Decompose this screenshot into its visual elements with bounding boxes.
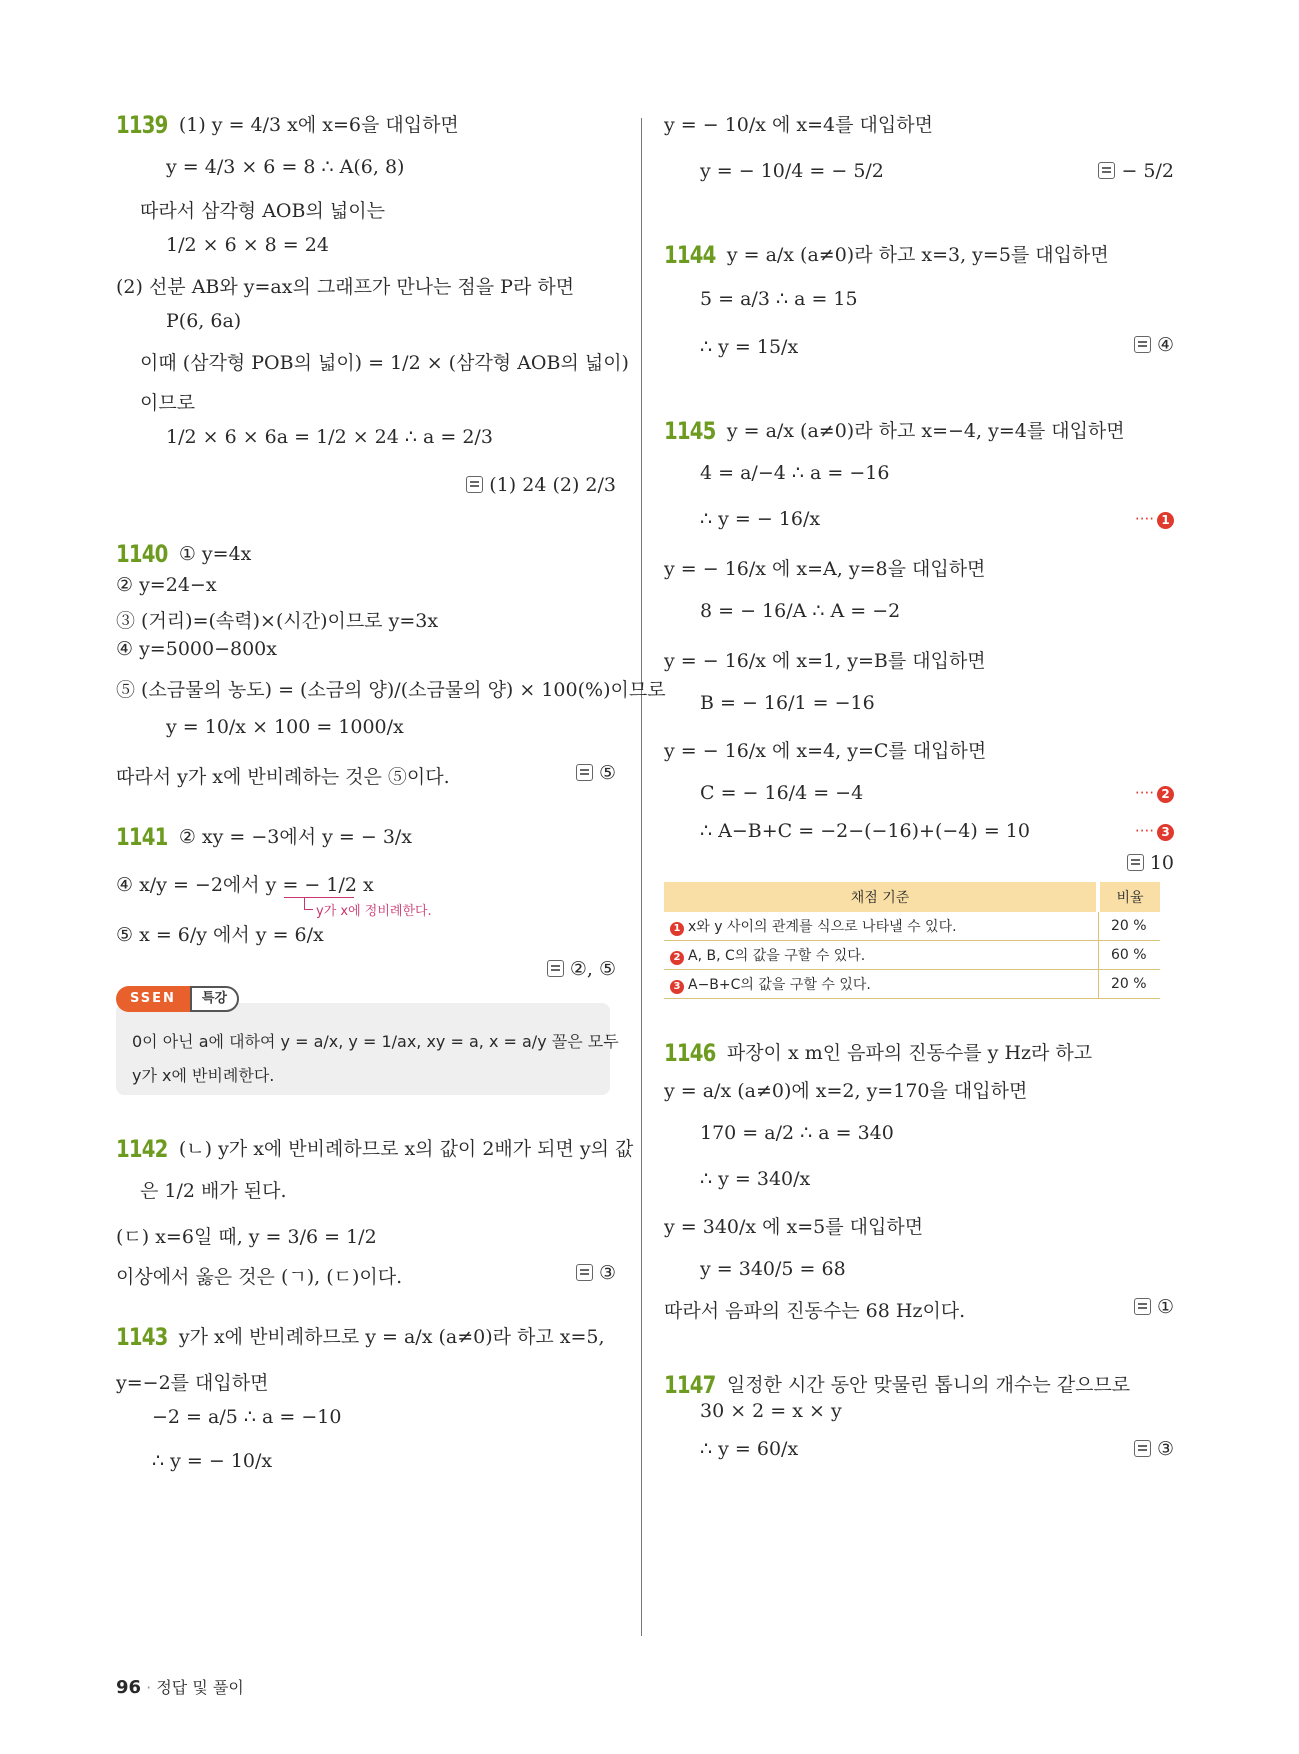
problem-number: 1145	[664, 417, 716, 445]
problem-1146-line7: 따라서 음파의 진동수는 68 Hz이다.	[664, 1300, 966, 1322]
page-footer: 96 · 정답 및 풀이	[116, 1677, 244, 1698]
answer-1139	[466, 474, 616, 496]
problem-1139-line9: 1/2 × 6 × 6a = 1/2 × 24 ∴ a = 2/3	[166, 426, 493, 448]
answer-1141	[547, 958, 616, 980]
problem-1140-line7: 따라서 y가 x에 반비례하는 것은 ⑤이다.	[116, 766, 450, 788]
text: (ㄴ) y가 x에 반비례하므로 x의 값이 2배가 되면 y의 값	[178, 1138, 634, 1160]
note-underline	[284, 897, 354, 898]
problem-1145-line4: y = − 16/x 에 x=A, y=8을 대입하면	[664, 558, 986, 580]
text: y = a/x (a≠0)라 하고 x=−4, y=4를 대입하면	[726, 420, 1125, 442]
problem-1142-line1	[116, 1134, 633, 1163]
table-row	[664, 912, 1160, 941]
answer-text: ③	[598, 1262, 616, 1284]
problem-1143-line1	[116, 1322, 605, 1351]
rate-header: 비율	[1098, 882, 1160, 912]
ssen-label: SSEN	[116, 986, 190, 1012]
problem-1145-line1	[664, 416, 1125, 445]
criteria-mark: 1	[670, 922, 684, 936]
step-number: 3	[1157, 824, 1174, 841]
problem-1140-line3: ③ (거리)=(속력)×(시간)이므로 y=3x	[116, 610, 439, 632]
answer-1144	[1134, 334, 1174, 356]
answer-mark-icon	[576, 764, 593, 781]
problem-1139-line4: 1/2 × 6 × 8 = 24	[166, 234, 329, 256]
rate-cell: 60 %	[1098, 941, 1160, 970]
problem-number: 1144	[664, 241, 716, 269]
rate-cell: 20 %	[1098, 970, 1160, 999]
answer-text: ⑤	[598, 762, 616, 784]
page-number: 96	[116, 1677, 142, 1698]
answer-mark-icon	[1134, 1298, 1151, 1315]
text: 파장이 x m인 음파의 진동수를 y Hz라 하고	[726, 1042, 1093, 1064]
text: ① y=4x	[178, 543, 252, 565]
problem-1139-line1	[116, 110, 459, 139]
problem-1146-line4: ∴ y = 340/x	[700, 1168, 811, 1190]
problem-1144-line2: 5 = a/3 ∴ a = 15	[700, 288, 858, 310]
problem-1142-line3: (ㄷ) x=6일 때, y = 3/6 = 1/2	[116, 1226, 377, 1248]
table-row	[664, 941, 1160, 970]
tip-badge	[116, 986, 239, 1012]
problem-1142-line2: 은 1/2 배가 된다.	[140, 1180, 287, 1202]
problem-1140-line1	[116, 540, 251, 568]
problem-1139-line6: P(6, 6a)	[166, 310, 242, 332]
problem-1146-line2: y = a/x (a≠0)에 x=2, y=170을 대입하면	[664, 1080, 1028, 1102]
answer-mark-icon	[1134, 1440, 1151, 1457]
text: y = a/x (a≠0)라 하고 x=3, y=5를 대입하면	[726, 244, 1109, 266]
answer-1146	[1134, 1296, 1174, 1318]
column-divider	[641, 118, 642, 1636]
problem-number: 1139	[116, 111, 168, 139]
problem-number: 1143	[116, 1323, 168, 1351]
problem-1140-line4: ④ y=5000−800x	[116, 638, 277, 660]
answer-1143	[1098, 160, 1174, 182]
criteria-text: x와 y 사이의 관계를 식으로 나타낼 수 있다.	[688, 919, 957, 935]
problem-1142-line4: 이상에서 옳은 것은 (ㄱ), (ㄷ)이다.	[116, 1266, 403, 1288]
answer-1140	[576, 762, 616, 784]
problem-1140-line6: y = 10/x × 100 = 1000/x	[166, 716, 404, 738]
problem-number: 1141	[116, 823, 168, 851]
cont-1143-line2: y = − 10/4 = − 5/2	[700, 160, 884, 182]
problem-1139-line5: (2) 선분 AB와 y=ax의 그래프가 만나는 점을 P라 하면	[116, 276, 575, 298]
answer-1147	[1134, 1438, 1174, 1460]
step-marker-2: ···· 2	[1135, 784, 1174, 803]
answer-mark-icon	[576, 1264, 593, 1281]
criteria-mark: 3	[670, 980, 684, 994]
proportional-note: y가 x에 정비례한다.	[316, 904, 432, 919]
problem-1143-line4: ∴ y = − 10/x	[152, 1450, 273, 1472]
problem-1147-line1	[664, 1370, 1130, 1399]
answer-text: ②, ⑤	[569, 958, 616, 980]
answer-text: ①	[1156, 1296, 1174, 1318]
answer-mark-icon	[1098, 162, 1115, 179]
problem-1139-line7: 이때 (삼각형 POB의 넓이) = 1/2 × (삼각형 AOB의 넓이)	[140, 352, 629, 374]
tip-box	[116, 1003, 619, 1095]
text: 일정한 시간 동안 맞물린 톱니의 개수는 같으므로	[726, 1374, 1131, 1396]
problem-number: 1140	[116, 540, 168, 568]
problem-number: 1142	[116, 1135, 168, 1163]
problem-1143-line2: y=−2를 대입하면	[116, 1372, 269, 1394]
criteria-text: A, B, C의 값을 구할 수 있다.	[688, 948, 866, 964]
problem-1146-line1	[664, 1038, 1092, 1067]
problem-1143-line3: −2 = a/5 ∴ a = −10	[152, 1406, 342, 1428]
criteria-cell	[664, 912, 1098, 941]
criteria-header: 채점 기준	[664, 882, 1098, 912]
criteria-cell	[664, 970, 1098, 999]
step-number: 1	[1157, 512, 1174, 529]
problem-1145-line5: 8 = − 16/A ∴ A = −2	[700, 600, 901, 622]
criteria-text: A−B+C의 값을 구할 수 있다.	[688, 977, 871, 993]
problem-1146-line5: y = 340/x 에 x=5를 대입하면	[664, 1216, 924, 1238]
problem-1145-line2: 4 = a/−4 ∴ a = −16	[700, 462, 890, 484]
tip-line1: 0이 아닌 a에 대하여 y = a/x, y = 1/ax, xy = a, x = a/y 꼴은 모두	[132, 1032, 619, 1051]
answer-text: 10	[1149, 852, 1174, 874]
text: y가 x에 반비례하므로 y = a/x (a≠0)라 하고 x=5,	[178, 1326, 605, 1348]
criteria-mark: 2	[670, 951, 684, 965]
answer-text: ④	[1156, 334, 1174, 356]
problem-1147-line3: ∴ y = 60/x	[700, 1438, 799, 1460]
problem-number: 1146	[664, 1039, 716, 1067]
problem-1145-line7: B = − 16/1 = −16	[700, 692, 875, 714]
grading-table	[664, 882, 1160, 999]
problem-1140-line5: ⑤ (소금물의 농도) = (소금의 양)/(소금물의 양) × 100(%)이므로	[116, 679, 666, 701]
problem-1140-line2: ② y=24−x	[116, 574, 217, 596]
answer-mark-icon	[547, 960, 564, 977]
answer-1145	[1127, 852, 1174, 874]
problem-1145-line6: y = − 16/x 에 x=1, y=B를 대입하면	[664, 650, 986, 672]
problem-1141-line3: ⑤ x = 6/y 에서 y = 6/x	[116, 924, 324, 946]
problem-1145-line8: y = − 16/x 에 x=4, y=C를 대입하면	[664, 740, 987, 762]
problem-1139-line2: y = 4/3 × 6 = 8 ∴ A(6, 8)	[166, 156, 405, 178]
problem-1139-line8: 이므로	[140, 392, 196, 414]
answer-1142	[576, 1262, 616, 1284]
table-row	[664, 970, 1160, 999]
answer-mark-icon	[466, 476, 483, 493]
problem-1144-line3: ∴ y = 15/x	[700, 336, 799, 358]
rate-cell: 20 %	[1098, 912, 1160, 941]
answer-text: − 5/2	[1121, 160, 1174, 182]
note-pointer	[304, 897, 313, 910]
problem-1145-line10: ∴ A−B+C = −2−(−16)+(−4) = 10	[700, 820, 1030, 842]
tip-line2: y가 x에 반비례한다.	[132, 1066, 275, 1085]
step-marker-3: ···· 3	[1135, 822, 1174, 841]
problem-1144-line1	[664, 240, 1109, 269]
page-title: 정답 및 풀이	[156, 1678, 244, 1697]
problem-1141-line2: ④ x/y = −2에서 y = − 1/2 x	[116, 874, 374, 896]
step-marker-1: ···· 1	[1135, 510, 1174, 529]
problem-1146-line3: 170 = a/2 ∴ a = 340	[700, 1122, 894, 1144]
answer-mark-icon	[1127, 854, 1144, 871]
text: ② xy = −3에서 y = − 3/x	[178, 826, 413, 848]
problem-1146-line6: y = 340/5 = 68	[700, 1258, 846, 1280]
criteria-cell	[664, 941, 1098, 970]
problem-1141-line1	[116, 822, 412, 851]
problem-1139-line3: 따라서 삼각형 AOB의 넓이는	[140, 200, 385, 222]
special-label: 특강	[190, 986, 239, 1012]
problem-number: 1147	[664, 1371, 716, 1399]
answer-text: ③	[1156, 1438, 1174, 1460]
answer-mark-icon	[1134, 336, 1151, 353]
text: (1) y = 4/3 x에 x=6을 대입하면	[178, 114, 459, 136]
cont-1143-line1: y = − 10/x 에 x=4를 대입하면	[664, 114, 933, 136]
problem-1147-line2: 30 × 2 = x × y	[700, 1400, 842, 1422]
step-number: 2	[1157, 786, 1174, 803]
problem-1145-line3: ∴ y = − 16/x	[700, 508, 821, 530]
problem-1145-line9: C = − 16/4 = −4	[700, 782, 864, 804]
answer-text: (1) 24 (2) 2/3	[489, 474, 616, 496]
grading-header	[664, 882, 1160, 912]
